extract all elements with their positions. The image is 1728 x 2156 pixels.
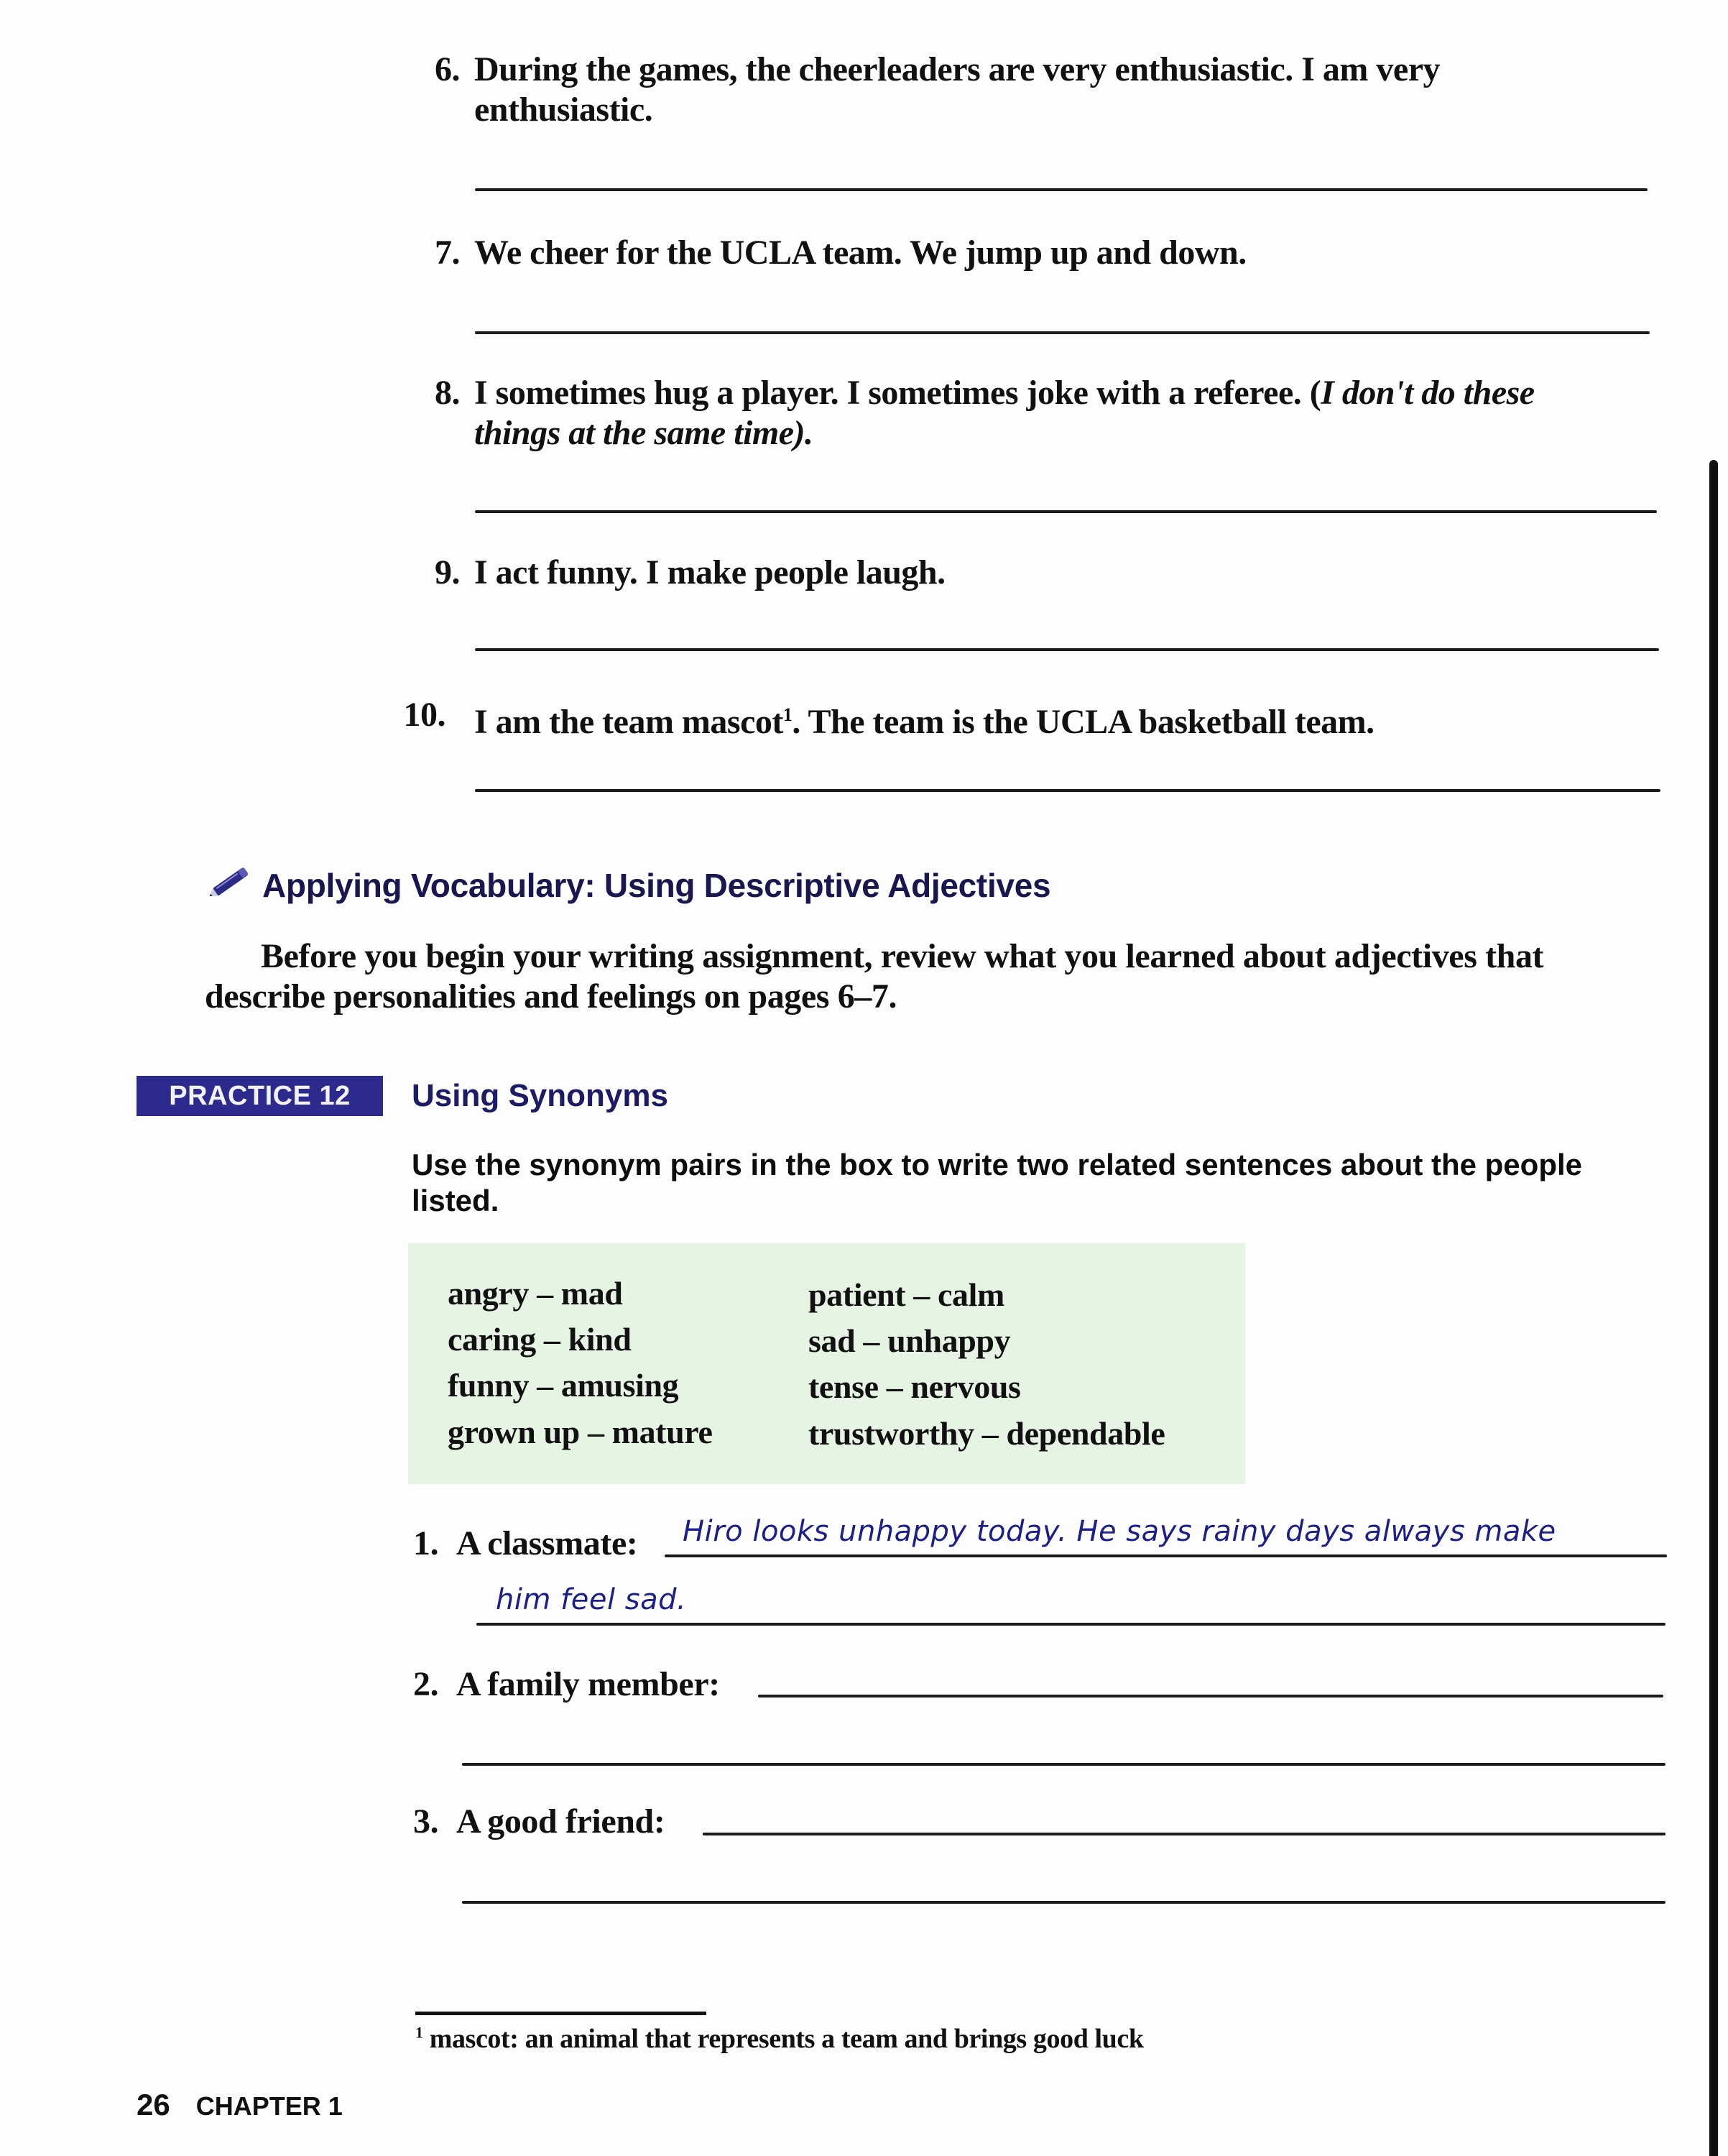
- item-text-line2: enthusiastic.: [474, 91, 653, 129]
- answer-line-8[interactable]: [475, 510, 1657, 513]
- page-footer: [137, 2088, 343, 2122]
- synonym-pair: funny – amusing: [448, 1367, 679, 1404]
- footnote-marker[interactable]: 1: [782, 704, 793, 725]
- answer-line-q2b[interactable]: [462, 1763, 1665, 1766]
- answer-line-q1a[interactable]: [665, 1554, 1667, 1557]
- question-number: 1.: [413, 1524, 439, 1562]
- answer-line-6[interactable]: [475, 188, 1648, 191]
- synonym-pair: tense – nervous: [808, 1368, 1021, 1405]
- synonym-pair: angry – mad: [448, 1275, 623, 1312]
- handwritten-answer-line2[interactable]: him feel sad.: [496, 1583, 687, 1616]
- synonym-pair: caring – kind: [448, 1321, 632, 1358]
- item-text-main: I am the team mascot: [474, 703, 783, 741]
- item-number: 6.: [435, 50, 460, 88]
- question-1: [413, 1524, 637, 1564]
- footnote-text: mascot: an animal that represents a team and brings good luck: [429, 2024, 1144, 2054]
- answer-line-q3b[interactable]: [462, 1901, 1665, 1904]
- question-number: 3.: [413, 1802, 439, 1841]
- page-edge-shadow: [1709, 460, 1718, 2156]
- question-prompt: A classmate:: [456, 1524, 638, 1562]
- section-heading-text: Applying Vocabulary: Using Descriptive Adjectives: [262, 867, 1051, 904]
- item-text: I act funny. I make people laugh.: [474, 553, 946, 591]
- answer-line-q1b[interactable]: [476, 1623, 1665, 1626]
- answer-line-7[interactable]: [475, 331, 1650, 334]
- synonym-box: [408, 1243, 1245, 1484]
- answer-line-9[interactable]: [475, 648, 1659, 651]
- practice-instructions: Use the synonym pairs in the box to write two related sentences about the people listed.: [412, 1148, 1582, 1217]
- practice-title: Using Synonyms: [412, 1078, 668, 1113]
- item-number: 7.: [435, 234, 460, 272]
- question-number: 2.: [413, 1665, 439, 1703]
- item-text: During the games, the cheerleaders are very enthusiastic. I am very: [474, 50, 1440, 88]
- footnote-number: 1: [415, 2023, 423, 2042]
- footnote: [415, 2023, 1144, 2055]
- chapter-label: CHAPTER 1: [195, 2091, 343, 2121]
- question-2: [413, 1664, 720, 1705]
- answer-line-q2a[interactable]: [758, 1695, 1663, 1697]
- synonym-pair: grown up – mature: [448, 1414, 713, 1450]
- footnote-rule: [415, 2012, 706, 2015]
- item-italic-note: I don't do these: [1321, 374, 1535, 412]
- item-text-after: . The team is the UCLA basketball team.: [792, 703, 1374, 741]
- page-number: 26: [137, 2088, 170, 2122]
- section-intro: Before you begin your writing assignment, review what you learned about adjectives that describe personalities and feelings on pages 6–7.: [205, 937, 1544, 1015]
- item-number: 8.: [435, 374, 460, 412]
- item-text-line2: [474, 414, 813, 453]
- practice-badge: PRACTICE 12: [137, 1076, 383, 1116]
- item-italic-note-line2: things at the same time).: [474, 414, 813, 452]
- synonym-pair: patient – calm: [808, 1276, 1004, 1313]
- question-3: [413, 1802, 665, 1842]
- question-prompt: A family member:: [456, 1665, 720, 1703]
- synonym-pair: sad – unhappy: [808, 1322, 1011, 1359]
- handwritten-answer-line1[interactable]: Hiro looks unhappy today. He says rainy days always make: [683, 1515, 1556, 1548]
- item-text: We cheer for the UCLA team. We jump up and down.: [474, 234, 1247, 272]
- item-number: 9.: [435, 553, 460, 591]
- item-text-main: I sometimes hug a player. I sometimes joke with a referee. (: [474, 374, 1321, 412]
- answer-line-10[interactable]: [475, 789, 1660, 792]
- answer-line-q3a[interactable]: [703, 1833, 1665, 1835]
- synonym-pair: trustworthy – dependable: [808, 1415, 1165, 1452]
- item-text: [474, 696, 1374, 742]
- item-number: 10.: [403, 696, 445, 734]
- item-text: [474, 374, 1535, 413]
- question-prompt: A good friend:: [456, 1802, 665, 1841]
- pencil-icon: [205, 861, 257, 901]
